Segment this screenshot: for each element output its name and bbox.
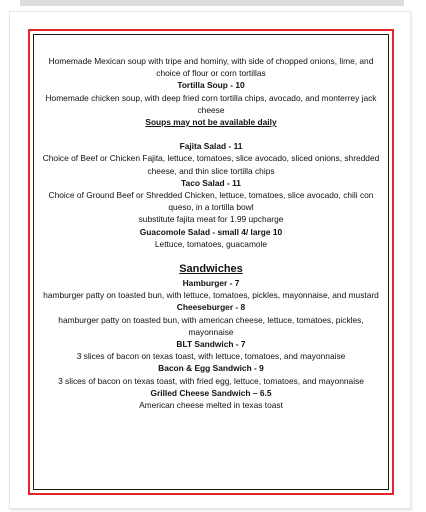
menu-item-title: Bacon & Egg Sandwich - 9 xyxy=(158,363,264,374)
menu-item-title: Guacomole Salad - small 4/ large 10 xyxy=(139,226,283,237)
menu-item-title: Taco Salad - 11 xyxy=(181,177,241,188)
menu-item-title: Fajita Salad - 11 xyxy=(179,141,243,152)
previous-page-edge xyxy=(20,0,404,6)
section-title-sandwiches: Sandwiches xyxy=(179,263,243,276)
menu-item-description: 3 slices of bacon on texas toast, with lettuce, tomatoes, and mayonnaise xyxy=(76,351,346,362)
soup-description: Homemade Mexican soup with tripe and hominy, with side of chopped onions, lime, and choice of flour or corn tortillas xyxy=(48,56,374,79)
menu-item-description: American cheese melted in texas toast xyxy=(139,400,283,411)
soups-availability-note: Soups may not be available daily xyxy=(145,117,277,128)
menu-content xyxy=(36,55,386,411)
viewer-top-strip xyxy=(0,0,426,10)
menu-item-title: Hamburger - 7 xyxy=(182,278,240,289)
menu-item-description: hamburger patty on toasted bun, with lettuce, tomatoes, pickles, mayonnaise, and mustard xyxy=(43,290,379,301)
menu-item-description: hamburger patty on toasted bun, with american cheese, lettuce, tomatoes, pickles, mayonnaise xyxy=(58,314,364,337)
menu-item-description: Choice of Ground Beef or Shredded Chicken, lettuce, tomatoes, slice avocado, chili con queso, in a tortilla bowl xyxy=(48,190,374,213)
menu-item-title: Cheeseburger - 8 xyxy=(176,302,246,313)
menu-item-extra-note: substitute fajita meat for 1.99 upcharge xyxy=(138,214,284,225)
menu-item-title: BLT Sandwich - 7 xyxy=(176,339,246,350)
menu-item-title: Grilled Cheese Sandwich – 6.5 xyxy=(150,387,272,398)
menu-item-title: Tortilla Soup - 10 xyxy=(177,80,245,91)
menu-item-description: 3 slices of bacon on texas toast, with fried egg, lettuce, tomatoes, and mayonnaise xyxy=(58,375,364,386)
menu-item-description: Lettuce, tomatoes, guacamole xyxy=(154,238,268,249)
menu-item-description: Choice of Beef or Chicken Fajita, lettuce, tomatoes, slice avocado, sliced onions, shredded cheese, and thin slice tortilla chips xyxy=(42,153,380,176)
menu-item-description: Homemade chicken soup, with deep fried corn tortilla chips, avocado, and monterrey jack cheese xyxy=(45,92,377,115)
